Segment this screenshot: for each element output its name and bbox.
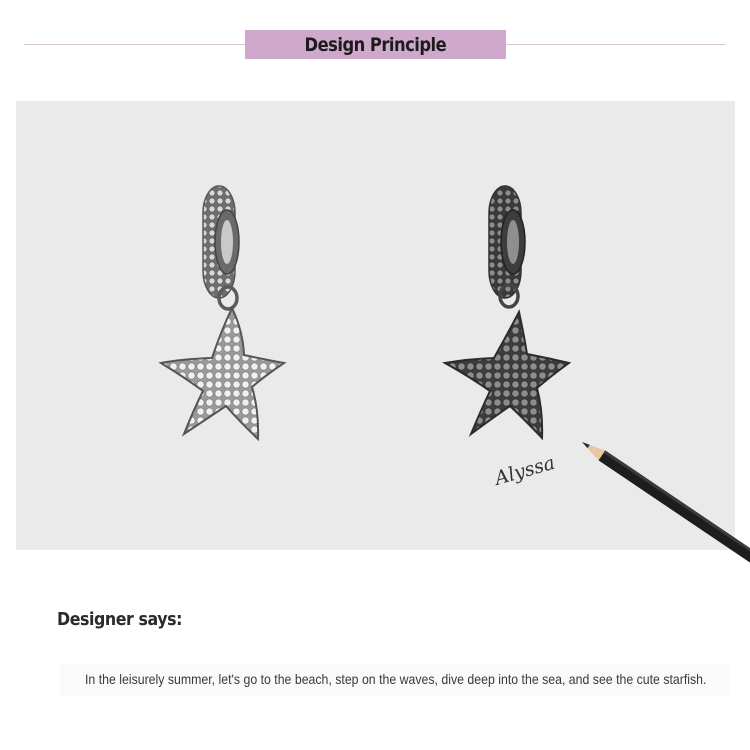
signature-text: Alyssa xyxy=(492,451,558,490)
pencil-icon xyxy=(570,430,750,590)
designer-says-heading: Designer says: xyxy=(57,609,183,630)
header-divider-right xyxy=(506,44,726,45)
silver-starfish-charm xyxy=(161,186,284,439)
dark-starfish-charm xyxy=(445,186,569,438)
header-divider-left xyxy=(24,44,245,45)
designer-quote: In the leisurely summer, let's go to the beach, step on the waves, dive deep into the sea, and see the cute starfish. xyxy=(85,671,707,687)
page-title: Design Principle xyxy=(304,33,447,56)
header-banner xyxy=(245,30,506,59)
